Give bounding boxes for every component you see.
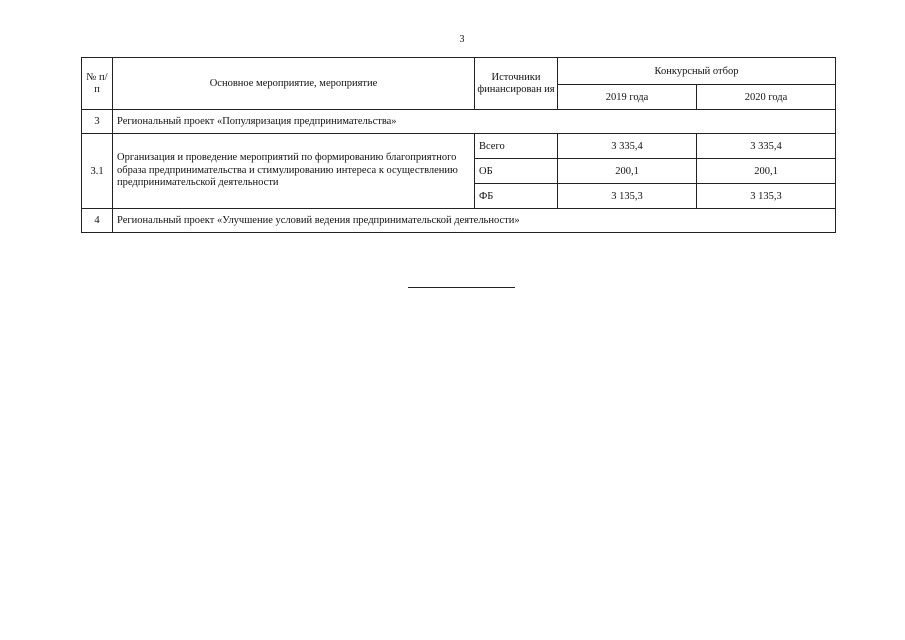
- header-sources: Источники финансирован ия: [475, 58, 558, 110]
- header-num: № п/п: [82, 58, 113, 110]
- project-title: Региональный проект «Улучшение условий ведения предпринимательской деятельности»: [113, 209, 836, 233]
- table-row-3-1-total: [82, 134, 836, 159]
- project-title: Региональный проект «Популяризация предпринимательства»: [113, 110, 836, 134]
- value-2019: 3 335,4: [558, 134, 697, 159]
- header-row-1: [82, 58, 836, 85]
- header-year-2019: 2019 года: [558, 85, 697, 110]
- header-competitive: Конкурсный отбор: [558, 58, 836, 85]
- source-label: ФБ: [475, 184, 558, 209]
- value-2019: 3 135,3: [558, 184, 697, 209]
- activity-description: Организация и проведение мероприятий по формированию благоприятного образа предпринимательства и стимулированию интереса к осуществлению предпринимательской деятельности: [113, 134, 475, 209]
- funding-table: [81, 57, 836, 233]
- row-num: 3.1: [82, 134, 113, 209]
- value-2020: 3 335,4: [697, 134, 836, 159]
- header-activity: Основное мероприятие, мероприятие: [113, 58, 475, 110]
- row-num: 3: [82, 110, 113, 134]
- source-label: ОБ: [475, 159, 558, 184]
- row-num: 4: [82, 209, 113, 233]
- source-label: Всего: [475, 134, 558, 159]
- page-number: 3: [459, 34, 465, 45]
- header-year-2020: 2020 года: [697, 85, 836, 110]
- value-2020: 200,1: [697, 159, 836, 184]
- table-row-project-4: [82, 209, 836, 233]
- table-row-project-3: [82, 110, 836, 134]
- value-2019: 200,1: [558, 159, 697, 184]
- end-divider-line: [408, 287, 515, 288]
- value-2020: 3 135,3: [697, 184, 836, 209]
